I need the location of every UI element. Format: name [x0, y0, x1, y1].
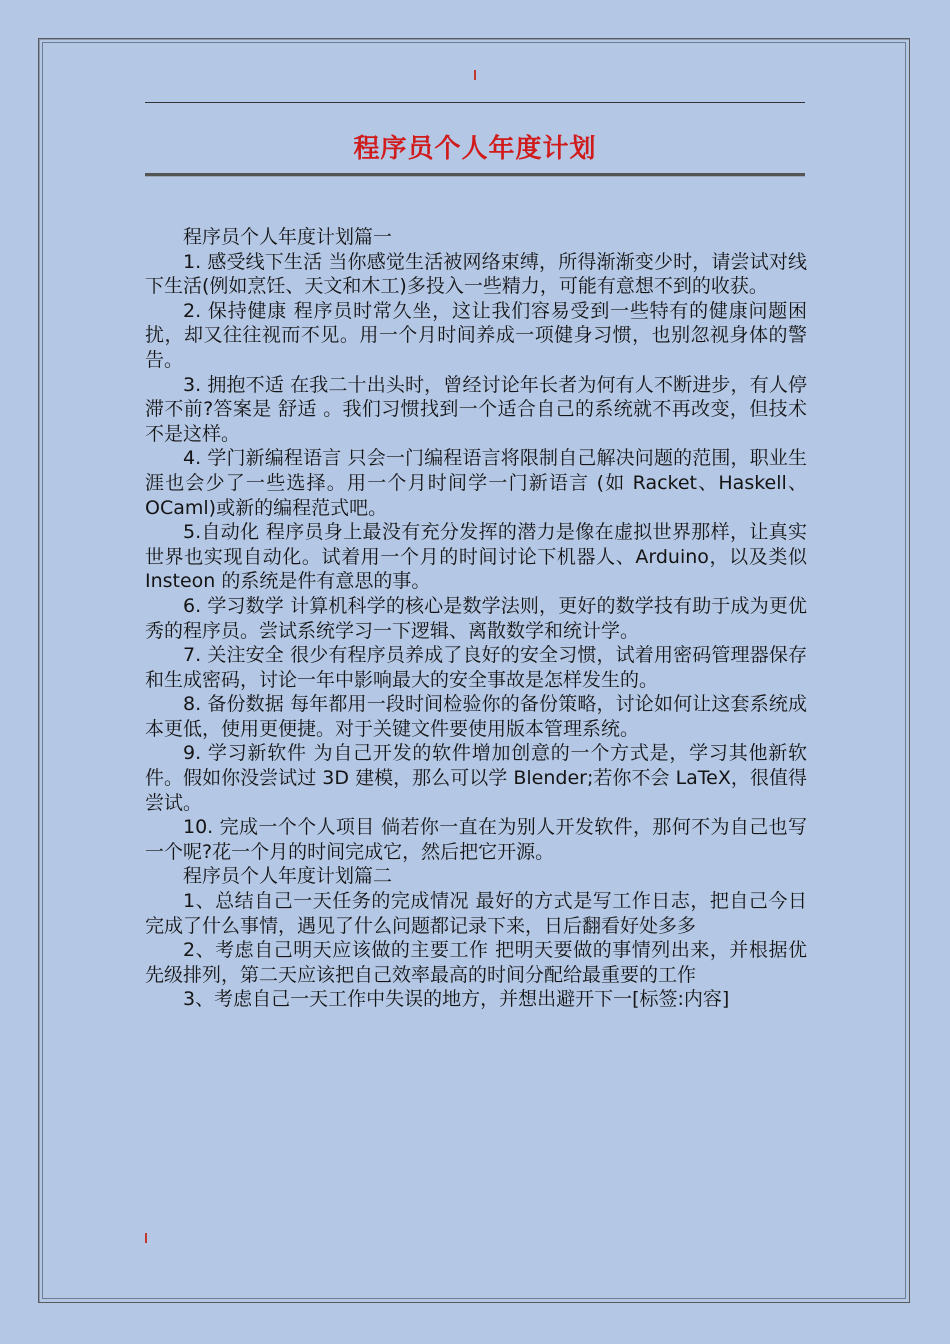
header-mark	[474, 70, 476, 80]
paragraph: 1. 感受线下生活 当你感觉生活被网络束缚，所得渐渐变少时，请尝试对线下生活(例如烹饪、天文和木工)多投入一些精力，可能有意想不到的收获。	[145, 250, 807, 298]
section-heading-2: 程序员个人年度计划篇二	[183, 865, 393, 888]
paragraph: 6. 学习数学 计算机科学的核心是数学法则，更好的数学技有助于成为更优秀的程序员。尝试系统学习一下逻辑、离散数学和统计学。	[145, 594, 807, 642]
footer-mark	[145, 1233, 147, 1243]
header-rule	[145, 102, 805, 103]
paragraph: 2. 保持健康 程序员时常久坐，这让我们容易受到一些特有的健康问题困扰，却又往往视而不见。用一个月时间养成一项健身习惯，也别忽视身体的警告。	[145, 299, 807, 371]
paragraph: 10. 完成一个个人项目 倘若你一直在为别人开发软件，那何不为自己也写一个呢?花一个月的时间完成它，然后把它开源。	[145, 816, 807, 863]
paragraph: 5.自动化 程序员身上最没有充分发挥的潜力是像在虚拟世界那样，让真实世界也实现自动化。试着用一个月的时间讨论下机器人、Arduino，以及类似 Insteon 的系统是件有意思的事。	[145, 521, 807, 593]
paragraph: 9. 学习新软件 为自己开发的软件增加创意的一个方式是，学习其他新软件。假如你没尝试过 3D 建模，那么可以学 Blender;若你不会 LaTeX，很值得尝试。	[145, 742, 807, 814]
document-body	[145, 225, 807, 1012]
paragraph: 3. 拥抱不适 在我二十出头时，曾经讨论年长者为何有人不断进步，有人停滞不前?答案是 舒适 。我们习惯找到一个适合自己的系统就不再改变，但技术不是这样。	[145, 373, 807, 445]
paragraph: 4. 学门新编程语言 只会一门编程语言将限制自己解决问题的范围，职业生涯也会少了一些选择。用一个月时间学一门新语言 (如 Racket、Haskell、OCaml)或新的编程范式吧。	[145, 447, 807, 519]
title-underline	[145, 173, 805, 177]
document-title: 程序员个人年度计划	[353, 134, 597, 164]
paragraph: 7. 关注安全 很少有程序员养成了良好的安全习惯，试着用密码管理器保存和生成密码，讨论一年中影响最大的安全事故是怎样发生的。	[145, 644, 807, 691]
paragraph: 3、考虑自己一天工作中失误的地方，并想出避开下一[标签:内容]	[183, 988, 730, 1011]
paragraph: 8. 备份数据 每年都用一段时间检验你的备份策略，讨论如何让这套系统成本更低，使用更便捷。对于关键文件要使用版本管理系统。	[145, 693, 807, 740]
paragraph: 2、考虑自己明天应该做的主要工作 把明天要做的事情列出来，并根据优先级排列，第二天应该把自己效率最高的时间分配给最重要的工作	[145, 939, 807, 986]
section-heading-1: 程序员个人年度计划篇一	[183, 226, 393, 248]
paragraph: 1、总结自己一天任务的完成情况 最好的方式是写工作日志，把自己今日完成了什么事情，遇见了什么问题都记录下来，日后翻看好处多多	[145, 890, 807, 937]
